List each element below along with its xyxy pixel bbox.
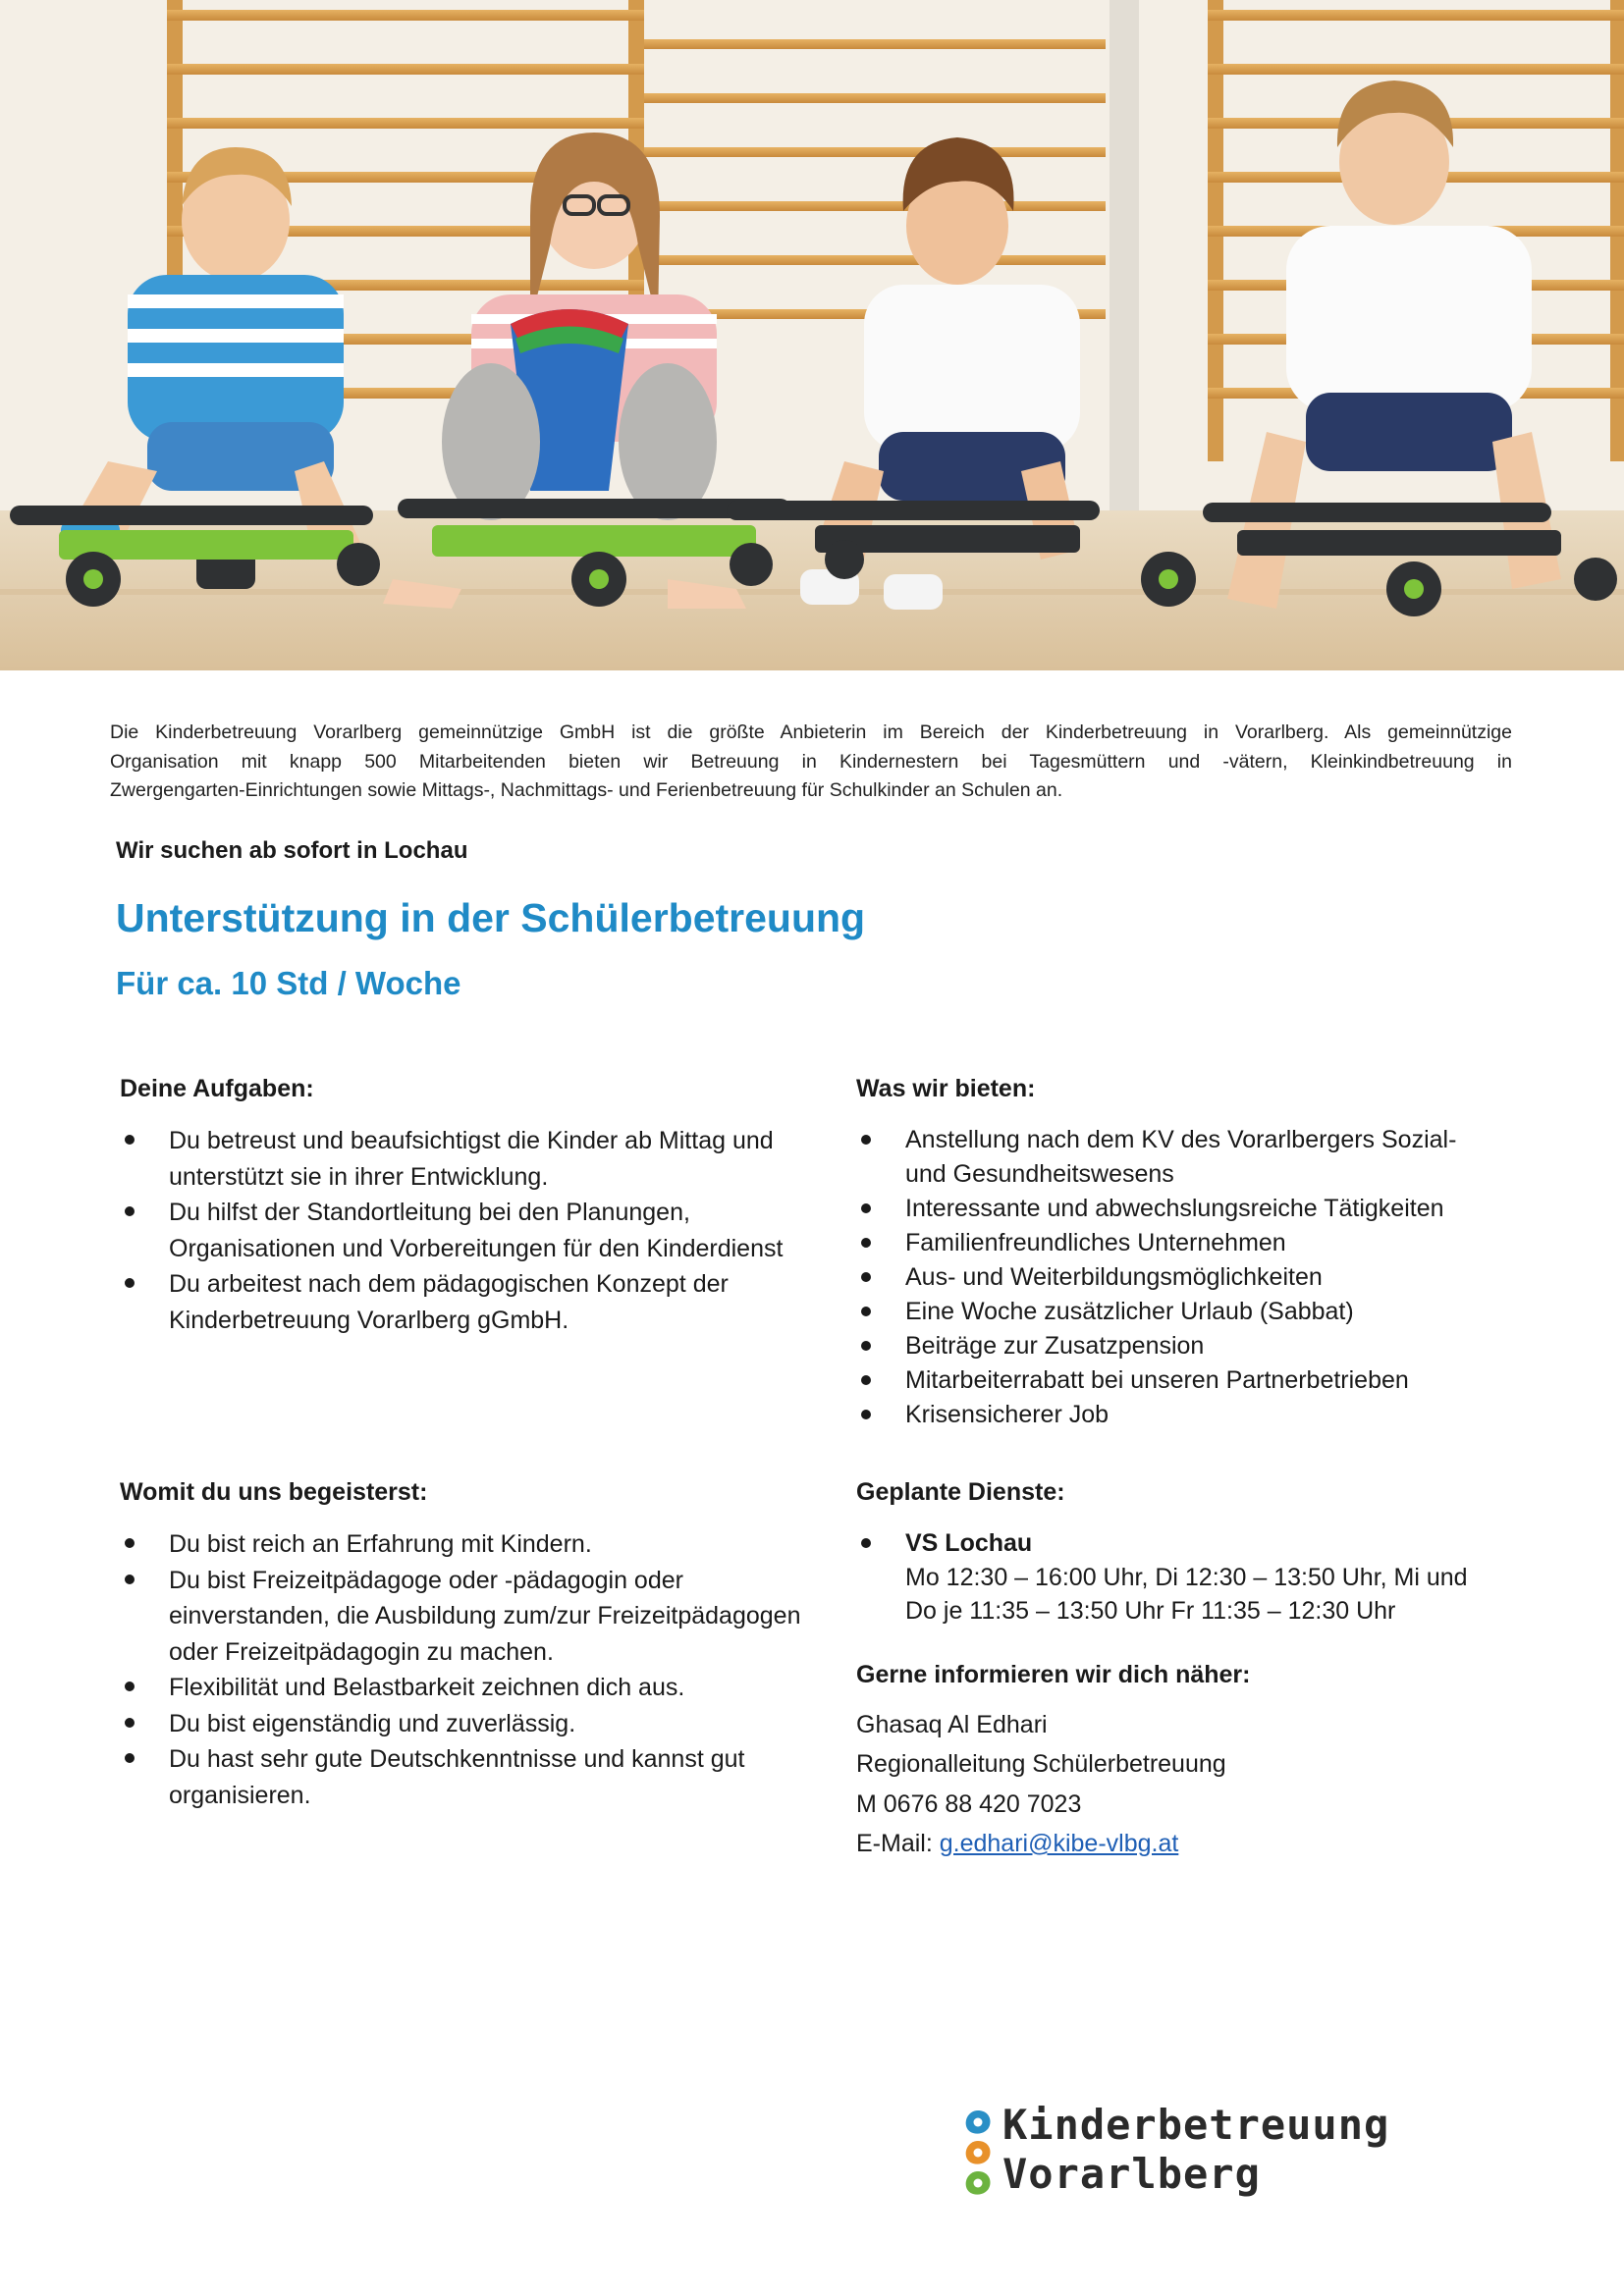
bullet-icon	[861, 1272, 871, 1282]
bullet-icon	[125, 1538, 135, 1548]
intro-paragraph	[110, 719, 1512, 806]
list-item	[856, 1398, 1524, 1432]
bullet-icon	[861, 1238, 871, 1248]
logo-line-2: Vorarlberg	[1002, 2150, 1261, 2198]
list-item	[856, 1363, 1524, 1398]
list-item-text: Beiträge zur Zusatzpension	[905, 1332, 1205, 1360]
schedule-location: VS Lochau	[905, 1529, 1033, 1557]
profile-list	[120, 1526, 846, 1813]
tasks-section	[120, 1074, 846, 1338]
bullet-icon	[861, 1203, 871, 1213]
list-item-text: Krisensicherer Job	[905, 1401, 1110, 1428]
list-item	[856, 1260, 1524, 1295]
intro-line: Die Kinderbetreuung Vorarlberg gemeinnützige GmbH ist die größte Anbieterin im Bereich der Kinderbetreuung in Vorarlberg. Als gemeinnützige	[110, 721, 1512, 743]
hero-photo	[0, 0, 1624, 670]
profile-section	[120, 1477, 846, 1813]
contact-heading: Gerne informieren wir dich näher:	[856, 1660, 1251, 1688]
list-item-text: Du hast sehr gute Deutschkenntnisse und kannst gut	[169, 1745, 745, 1773]
tasks-list	[120, 1123, 846, 1338]
list-item	[120, 1123, 846, 1195]
email-link[interactable]: g.edhari@kibe-vlbg.at	[939, 1830, 1179, 1857]
contact-email-row	[856, 1824, 1524, 1864]
contact-phone: M 0676 88 420 7023	[856, 1789, 1082, 1818]
kicker-text: Wir suchen ab sofort in Lochau	[116, 837, 468, 864]
schedule-section	[856, 1477, 1524, 1864]
offer-heading: Was wir bieten:	[856, 1075, 1036, 1102]
schedule-times: Mo 12:30 – 16:00 Uhr, Di 12:30 – 13:50 Uhr, Mi und	[905, 1563, 1468, 1591]
schedule-list	[856, 1526, 1524, 1629]
logo-line-1: Kinderbetreuung	[1002, 2101, 1390, 2149]
list-item-text: Familienfreundliches Unternehmen	[905, 1229, 1286, 1256]
email-label: E-Mail:	[856, 1830, 940, 1857]
list-item-text: Kinderbetreuung Vorarlberg gGmbH.	[169, 1306, 569, 1334]
list-item	[856, 1123, 1524, 1192]
contact-name: Ghasaq Al Edhari	[856, 1710, 1048, 1738]
profile-heading: Womit du uns begeisterst:	[120, 1478, 428, 1506]
bullet-icon	[861, 1538, 871, 1548]
contact-role: Regionalleitung Schülerbetreuung	[856, 1750, 1226, 1778]
list-item	[120, 1706, 846, 1742]
logo-mark-icon	[961, 2109, 995, 2197]
list-item	[120, 1195, 846, 1266]
list-item-text: Interessante und abwechslungsreiche Tätigkeiten	[905, 1195, 1444, 1222]
list-item	[120, 1266, 846, 1338]
list-item-text: Du bist reich an Erfahrung mit Kindern.	[169, 1530, 592, 1558]
tasks-heading: Deine Aufgaben:	[120, 1075, 314, 1102]
schedule-heading: Geplante Dienste:	[856, 1478, 1065, 1506]
list-item-text: organisieren.	[169, 1781, 311, 1809]
bullet-icon	[125, 1682, 135, 1691]
bullet-icon	[861, 1375, 871, 1385]
list-item-text: Flexibilität und Belastbarkeit zeichnen dich aus.	[169, 1674, 685, 1701]
list-item-text: Du bist Freizeitpädagoge oder -pädagogin oder	[169, 1566, 683, 1594]
bullet-icon	[125, 1278, 135, 1288]
offer-list	[856, 1123, 1524, 1432]
bullet-icon	[125, 1575, 135, 1584]
bullet-icon	[125, 1135, 135, 1145]
company-logo	[961, 2101, 1390, 2209]
bullet-icon	[861, 1410, 871, 1419]
contact-block	[856, 1705, 1524, 1864]
list-item-text: Organisationen und Vorbereitungen für den Kinderdienst	[169, 1234, 784, 1262]
job-hours: Für ca. 10 Std / Woche	[116, 965, 461, 1001]
intro-line: Zwergengarten-Einrichtungen sowie Mittags-, Nachmittags- und Ferienbetreuung für Schulkinder an Schulen an.	[110, 779, 1063, 801]
list-item	[120, 1741, 846, 1813]
list-item	[856, 1192, 1524, 1226]
list-item-text: Aus- und Weiterbildungsmöglichkeiten	[905, 1263, 1323, 1291]
list-item-text: Eine Woche zusätzlicher Urlaub (Sabbat)	[905, 1298, 1354, 1325]
list-item-text: unterstützt sie in ihrer Entwicklung.	[169, 1162, 549, 1191]
list-item-text: einverstanden, die Ausbildung zum/zur Freizeitpädagogen	[169, 1602, 801, 1629]
list-item	[120, 1563, 846, 1671]
list-item-text: Du betreust und beaufsichtigst die Kinder ab Mittag und	[169, 1127, 774, 1154]
list-item-text: und Gesundheitswesens	[905, 1160, 1174, 1188]
list-item-text: Mitarbeiterrabatt bei unseren Partnerbetrieben	[905, 1366, 1409, 1394]
list-item	[856, 1226, 1524, 1260]
list-item-text: Du hilfst der Standortleitung bei den Planungen,	[169, 1199, 690, 1226]
bullet-icon	[125, 1206, 135, 1216]
list-item	[856, 1329, 1524, 1363]
bullet-icon	[125, 1718, 135, 1728]
job-title: Unterstützung in der Schülerbetreuung	[116, 895, 866, 940]
list-item	[856, 1295, 1524, 1329]
hero-illustration	[0, 0, 1624, 670]
list-item-text: Du arbeitest nach dem pädagogischen Konzept der	[169, 1270, 729, 1298]
bullet-icon	[861, 1341, 871, 1351]
list-item-text: Du bist eigenständig und zuverlässig.	[169, 1709, 576, 1737]
list-item-text: Anstellung nach dem KV des Vorarlbergers Sozial-	[905, 1126, 1457, 1153]
schedule-times: Do je 11:35 – 13:50 Uhr Fr 11:35 – 12:30 Uhr	[905, 1597, 1396, 1625]
bullet-icon	[125, 1753, 135, 1763]
offer-section	[856, 1074, 1524, 1432]
list-item	[120, 1670, 846, 1706]
list-item	[120, 1526, 846, 1563]
intro-line: Organisation mit knapp 500 Mitarbeitenden bieten wir Betreuung in Kindernestern bei Tagesmüttern und -vätern, Kleinkindbetreuung in	[110, 750, 1512, 773]
list-item-text: oder Freizeitpädagogin zu machen.	[169, 1637, 554, 1666]
list-item	[856, 1526, 1524, 1629]
bullet-icon	[861, 1307, 871, 1316]
bullet-icon	[861, 1135, 871, 1145]
